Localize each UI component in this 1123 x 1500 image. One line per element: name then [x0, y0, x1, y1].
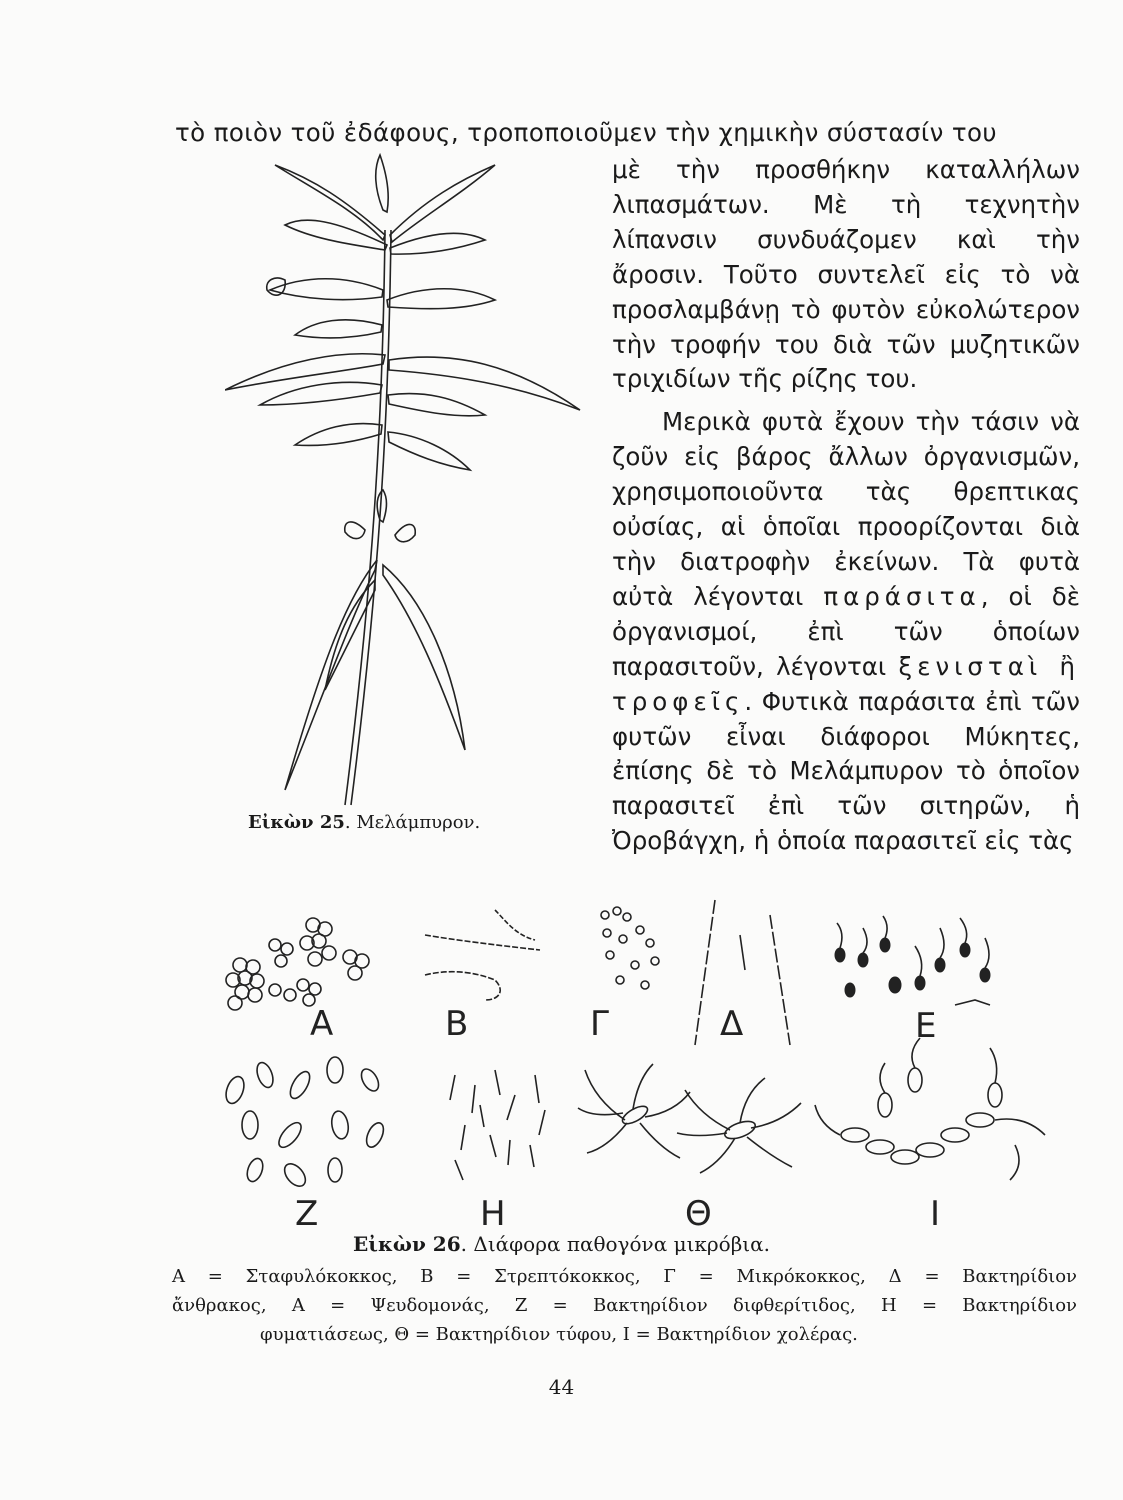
melampyrum-plant-illustration	[225, 150, 595, 810]
panel-th-typhoid	[578, 1064, 801, 1230]
figure-25-caption	[248, 812, 480, 833]
figure-26-caption	[0, 1232, 1123, 1256]
microbes-illustration	[195, 895, 1055, 1230]
paragraph-1: μὲ τὴν προσθήκην καταλλήλων λιπασμάτων. Μὲ τὴ τεχνητὴν λίπανσιν συνδυάζομεν καὶ τὴν ἄροσιν. Τοῦτο συντελεῖ εἰς τὸ νὰ προσλαμβάνῃ τὸ φυτὸν εὐκολώτερον τὴν τροφήν του διὰ τῶν μυζητικῶν τριχιδίων τῆς ρίζης του.	[612, 155, 1080, 394]
term-parasites: παράσιτα	[823, 581, 981, 611]
panel-label-i: Ι	[930, 1194, 941, 1230]
panel-label-h: Η	[480, 1194, 506, 1230]
first-text-line: τὸ ποιὸν τοῦ ἐδάφους, τροποποιοῦμεν τὴν χημικὴν σύστασίν του	[175, 118, 998, 147]
paragraph-2-part-a: Μερικὰ φυτὰ ἔχουν τὴν τάσιν νὰ ζοῦν εἰς βάρος ἄλλων ὀργανισμῶν, χρησιμοποιοῦντα τὰς θρεπτικας οὐσίας, αἱ ὁποῖαι προορίζονται διὰ τὴν διατροφὴν ἐκείνων. Τὰ φυτὰ αὐτὰ λέγονται	[612, 407, 1080, 611]
panel-label-th: Θ	[685, 1194, 712, 1230]
panel-label-d: Δ	[720, 1004, 744, 1044]
panel-a-staphylococcus	[226, 918, 369, 1044]
panel-label-z: Ζ	[295, 1194, 319, 1230]
panel-c-micrococcus	[590, 907, 659, 1044]
legend-line-2: ἄνθρακος, Α = Ψευδομονάς, Ζ = Βακτηρίδιον διφθερίτιδος, Η = Βακτηρίδιον	[172, 1295, 1077, 1316]
panel-h-tuberculosis	[450, 1070, 545, 1230]
text-column	[612, 153, 1080, 859]
figure-26-label: Εἰκὼν 26	[353, 1232, 461, 1256]
paragraph-2-part-c: . Φυτικὰ παράσιτα ἐπὶ τῶν φυτῶν εἶναι διάφοροι Μύκητες, ἐπίσης δὲ τὸ Μελάμπυρον τὸ ὁποῖον παρασιτεῖ ἐπὶ τῶν σιτηρῶν, ἡ Ὀροβάγχη, ἡ ὁποία παρασιτεῖ εἰς τὰς	[612, 686, 1080, 856]
figure-25-label: Εἰκὼν 25	[248, 812, 345, 833]
panel-label-e: Ε	[915, 1006, 937, 1046]
panel-label-a: Α	[310, 1004, 334, 1044]
panel-i-cholera	[815, 1038, 1045, 1230]
panel-d-anthrax	[695, 900, 790, 1045]
legend-line-3: φυματιάσεως, Θ = Βακτηρίδιον τύφου, Ι = Βακτηρίδιον χολέρας.	[260, 1324, 858, 1345]
panel-label-c: Γ	[590, 1004, 609, 1044]
figure-26-legend	[172, 1262, 1077, 1349]
figure-26-title: . Διάφορα παθογόνα μικρόβια.	[460, 1232, 770, 1256]
figure-25-title: . Μελάμπυρον.	[344, 812, 481, 833]
legend-line-1: Α = Σταφυλόκοκκος, Β = Στρεπτόκοκκος, Γ = Μικρόκοκκος, Δ = Βακτηρίδιον	[172, 1266, 1077, 1287]
panel-e-pseudomonas	[835, 916, 990, 1046]
paragraph-2-part-b: , οἱ δὲ ὀργανισμοί, ἐπὶ τῶν ὁποίων παρασιτοῦν, λέγονται	[612, 581, 1080, 681]
page-number: 44	[548, 1375, 575, 1399]
panel-label-b: Β	[445, 1004, 469, 1044]
paragraph-2	[612, 405, 1080, 859]
panel-b-streptococcus	[425, 910, 540, 1044]
panel-z-diphtheria	[223, 1057, 387, 1230]
term-hosts: ξενισταὶ ἢ τροφεῖς	[612, 651, 1080, 716]
